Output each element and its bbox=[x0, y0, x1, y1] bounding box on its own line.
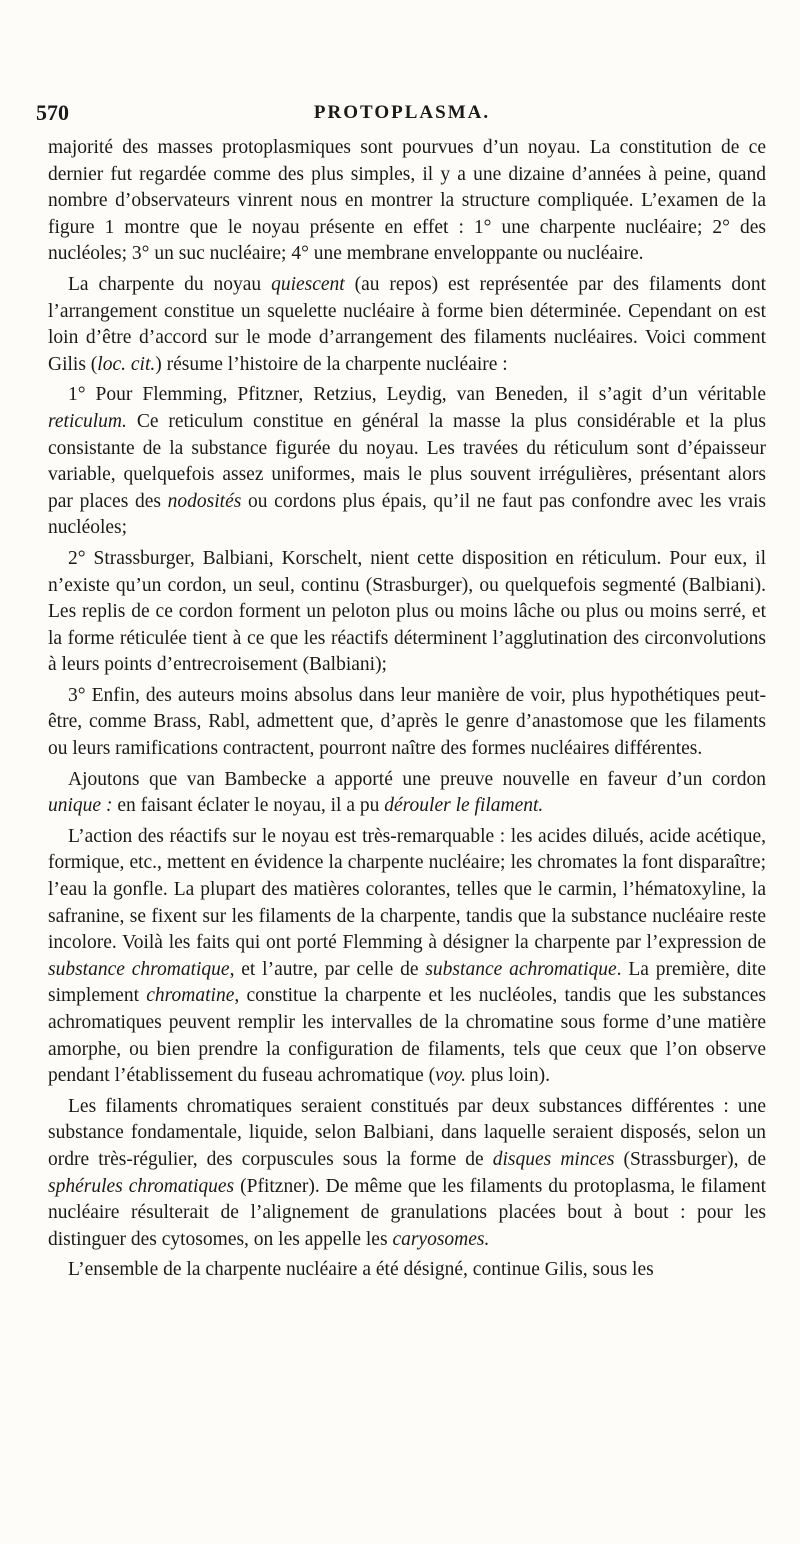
text-run: ) résume l’histoire de la charpente nucléaire : bbox=[155, 353, 508, 375]
text-run: La charpente du noyau bbox=[68, 273, 272, 295]
paragraph bbox=[48, 135, 766, 268]
text-run: , constitue la charpente et les nucléoles, tandis que les substances achromatiques peuvent remplir les intervalles de la chromatine sous forme d’une matière amorphe, ou bien prendre la configuration de filaments, tels que ceux que l’on observe pendant l’établissement du fuseau achromatique ( bbox=[48, 985, 766, 1087]
text-run: 1° Pour Flemming, Pfitzner, Retzius, Leydig, van Beneden, il s’agit d’un véritable bbox=[68, 384, 766, 406]
text-run: , et l’autre, par celle de bbox=[229, 958, 426, 980]
text-run: 2° Strassburger, Balbiani, Korschelt, nient cette disposition en réticulum. Pour eux, il n’existe qu’un cordon, un seul, continu (Strasburger), ou quelquefois segmenté (Balbiani). Les replis de ce cordon forment un peloton plus ou moins lâche ou plus ou moins serré, et la forme réticulée tient à ce que les réactifs déterminent l’agglutination des circonvolutions à leurs points d’entrecroisement (Balbiani); bbox=[48, 547, 766, 676]
text-run: Ce reticulum constitue en général la masse la plus considérable et la plus consistante de la substance figurée du noyau. Les travées du réticulum sont d’épaisseur variable, quelquefois assez uniformes, mais le plus souvent irrégulières, présentant alors par places des bbox=[48, 410, 766, 512]
running-title: PROTOPLASMA. bbox=[313, 102, 491, 123]
italic-text: loc. cit. bbox=[97, 353, 156, 375]
italic-text: reticulum. bbox=[48, 410, 127, 432]
italic-text: substance chromatique bbox=[48, 958, 230, 980]
text-run: L’action des réactifs sur le noyau est très-remarquable : les acides dilués, acide acétique, formique, etc., mettent en évidence la charpente nucléaire; les chromates la font disparaître; l’eau la gonfle. La plupart des matières colorantes, telles que le carmin, l’hématoxyline, la safranine, se fixent sur les filaments de la charpente, tandis que la substance nucléaire reste incolore. Voilà les faits qui ont porté Flemming à désigner la charpente par l’expression de bbox=[48, 825, 766, 954]
text-run: plus loin). bbox=[466, 1065, 550, 1087]
paragraph bbox=[48, 683, 766, 763]
text-run: (Strassburger), de bbox=[614, 1148, 766, 1170]
italic-text: dérouler le filament. bbox=[384, 795, 544, 817]
text-run: majorité des masses protoplasmiques sont pourvues d’un noyau. La constitution de ce dernier fut regardée comme des plus simples, il y a une dizaine d’années à peine, quand nombre d’observateurs vinrent nous en montrer la structure compliquée. L’examen de la figure 1 montre que le noyau présente en effet : 1° une charpente nucléaire; 2° des nucléoles; 3° un suc nucléaire; 4° une membrane enveloppante ou nucléaire. bbox=[48, 137, 766, 265]
italic-text: disques minces bbox=[492, 1148, 615, 1170]
paragraph bbox=[48, 382, 766, 542]
body-text bbox=[48, 135, 766, 1284]
paragraph bbox=[48, 546, 766, 679]
italic-text: caryosomes. bbox=[392, 1228, 490, 1250]
paragraph bbox=[48, 272, 766, 378]
text-run: (Pfitzner). De même que les filaments du protoplasma, le filament nucléaire résulterait de l’alignement de granulations placées bout à bout : pour les distinguer des cytosomes, on les appelle les bbox=[48, 1175, 766, 1250]
page-header bbox=[36, 100, 768, 132]
italic-text: unique : bbox=[48, 795, 113, 817]
text-run: ou cordons plus épais, qu’il ne faut pas confondre avec les vrais nucléoles; bbox=[48, 490, 766, 539]
italic-text: substance achromatique bbox=[425, 958, 617, 980]
paragraph bbox=[48, 1257, 766, 1284]
text-run: Les filaments chromatiques seraient constitués par deux substances différentes : une substance fondamentale, liquide, selon Balbiani, dans laquelle seraient disposés, selon un ordre très-régulier, des corpuscules sous la forme de bbox=[48, 1095, 766, 1170]
italic-text: chromatine bbox=[146, 985, 235, 1007]
text-run: (au repos) est représentée par des filaments dont l’arrangement constitue un squelette nucléaire à forme bien déterminée. Cependant on est loin d’être d’accord sur le mode d’arrangement des filaments nucléaires. Voici comment Gilis ( bbox=[48, 273, 766, 375]
paragraph bbox=[48, 1094, 766, 1254]
text-run: 3° Enfin, des auteurs moins absolus dans leur manière de voir, plus hypothétiques peut-être, comme Brass, Rabl, admettent que, d’après le genre d’anastomose que les filaments ou leurs ramifications contractent, pourront naître des formes nucléaires différentes. bbox=[48, 684, 766, 760]
paragraph bbox=[48, 824, 766, 1090]
page-number: 570 bbox=[36, 100, 69, 125]
italic-text: voy. bbox=[435, 1065, 467, 1087]
text-run: L’ensemble de la charpente nucléaire a été désigné, continue Gilis, sous les bbox=[68, 1259, 654, 1281]
text-run: Ajoutons que van Bambecke a apporté une preuve nouvelle en faveur d’un cordon bbox=[68, 768, 766, 790]
text-run: en faisant éclater le noyau, il a pu bbox=[112, 795, 385, 817]
paragraph bbox=[48, 767, 766, 820]
italic-text: quiescent bbox=[271, 273, 345, 295]
italic-text: sphérules chromatiques bbox=[48, 1175, 235, 1197]
italic-text: nodosités bbox=[167, 490, 242, 512]
text-run: . La première, dite simplement bbox=[48, 958, 766, 1007]
